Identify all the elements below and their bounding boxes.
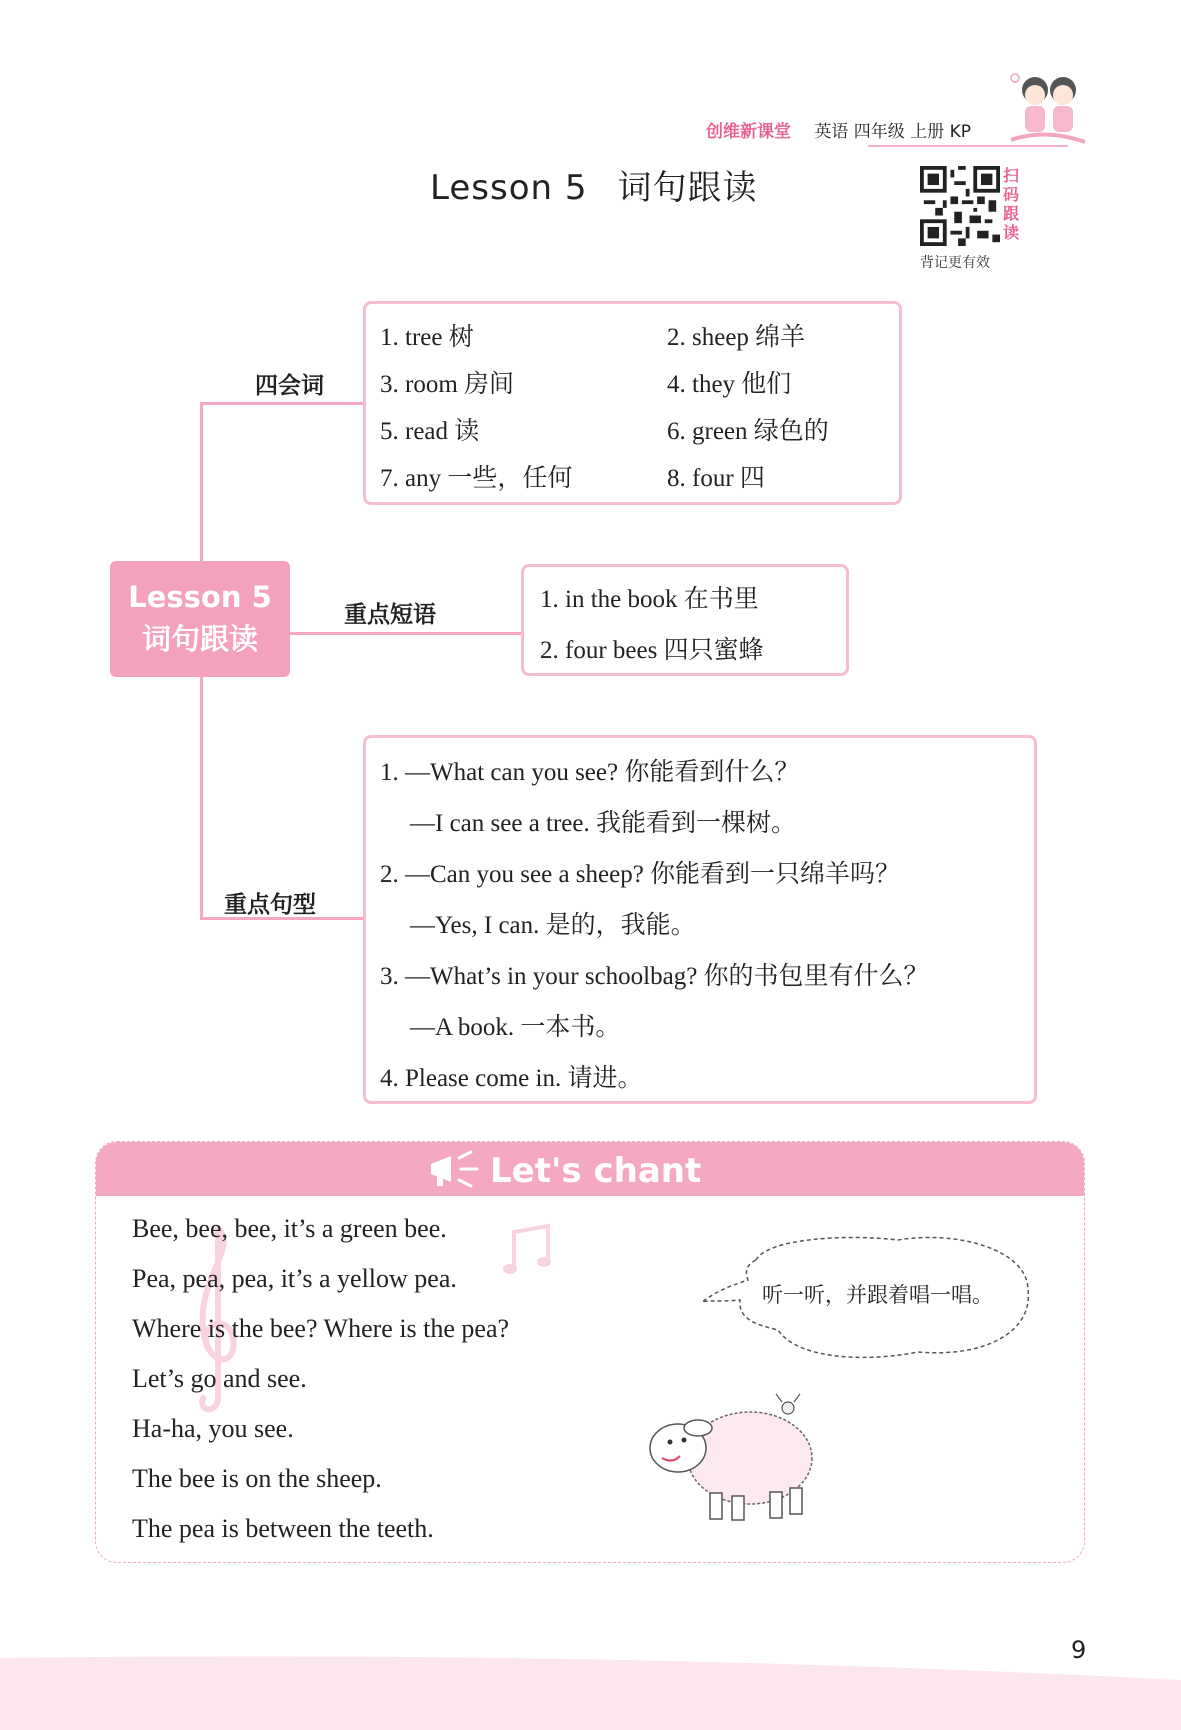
sentence-line: —I can see a tree. 我能看到一棵树。 xyxy=(410,810,796,837)
sentence-line: —A book. 一本书。 xyxy=(410,1014,621,1041)
vocab-item: 2. sheep 绵羊 xyxy=(667,324,806,351)
vocab-item: 1. tree 树 xyxy=(380,324,474,351)
brand-name: 创维新课堂 xyxy=(706,122,791,142)
phrase-item: 1. in the book 在书里 xyxy=(540,586,759,613)
running-header xyxy=(706,117,971,142)
qr-code[interactable] xyxy=(920,166,1000,246)
connector-vocab xyxy=(200,402,365,405)
sentences-category: 重点句型 xyxy=(224,892,316,918)
sentence-line: —Yes, I can. 是的，我能。 xyxy=(410,912,696,939)
chant-line: Bee, bee, bee, it’s a green bee. xyxy=(132,1214,447,1243)
title-subtitle: 词句跟读 xyxy=(617,168,758,208)
page-title xyxy=(430,160,757,209)
vocab-item: 3. room 房间 xyxy=(380,371,515,398)
phrase-item: 2. four bees 四只蜜蜂 xyxy=(540,637,764,664)
center-node xyxy=(110,561,290,677)
chant-title: Let's chant xyxy=(490,1151,702,1191)
vocab-item: 4. they 他们 xyxy=(667,371,792,398)
center-line-2: 词句跟读 xyxy=(141,622,258,656)
sentence-line: 2. —Can you see a sheep? 你能看到一只绵羊吗？ xyxy=(380,861,901,888)
chant-line: Pea, pea, pea, it’s a yellow pea. xyxy=(132,1264,457,1293)
title-lesson: Lesson 5 xyxy=(430,168,588,208)
sentence-line: 4. Please come in. 请进。 xyxy=(380,1065,643,1092)
vocab-item: 8. four 四 xyxy=(667,465,765,492)
book-meta: 英语 四年级 上册 KP xyxy=(814,122,972,142)
music-note-icon xyxy=(500,1222,560,1282)
footer-band xyxy=(0,1650,1181,1730)
connector-phrases xyxy=(290,632,523,635)
phrases-category: 重点短语 xyxy=(344,602,436,628)
sheep-illustration xyxy=(640,1388,820,1528)
page-number: 9 xyxy=(1071,1636,1087,1664)
sentence-line: 3. —What’s in your schoolbag? 你的书包里有什么？ xyxy=(380,963,929,990)
chant-line: The pea is between the teeth. xyxy=(132,1514,434,1543)
center-line-1: Lesson 5 xyxy=(128,580,272,614)
vocab-item: 5. read 读 xyxy=(380,418,480,445)
chant-line: Where is the bee? Where is the pea? xyxy=(132,1314,510,1343)
bubble-text: 听一听，并跟着唱一唱。 xyxy=(762,1283,993,1307)
qr-side-label: 扫码跟读 xyxy=(1003,166,1020,242)
megaphone-icon xyxy=(425,1148,485,1192)
chant-line: Let’s go and see. xyxy=(132,1364,307,1393)
vocab-item: 7. any 一些，任何 xyxy=(380,465,573,492)
vocab-category: 四会词 xyxy=(255,373,324,399)
sentence-line: 1. —What can you see? 你能看到什么？ xyxy=(380,759,800,786)
qr-caption: 背记更有效 xyxy=(920,256,990,271)
chant-line: Ha-ha, you see. xyxy=(132,1414,294,1443)
chant-line: The bee is on the sheep. xyxy=(132,1464,382,1493)
vocab-item: 6. green 绿色的 xyxy=(667,418,829,445)
kids-illustration xyxy=(1005,68,1090,153)
